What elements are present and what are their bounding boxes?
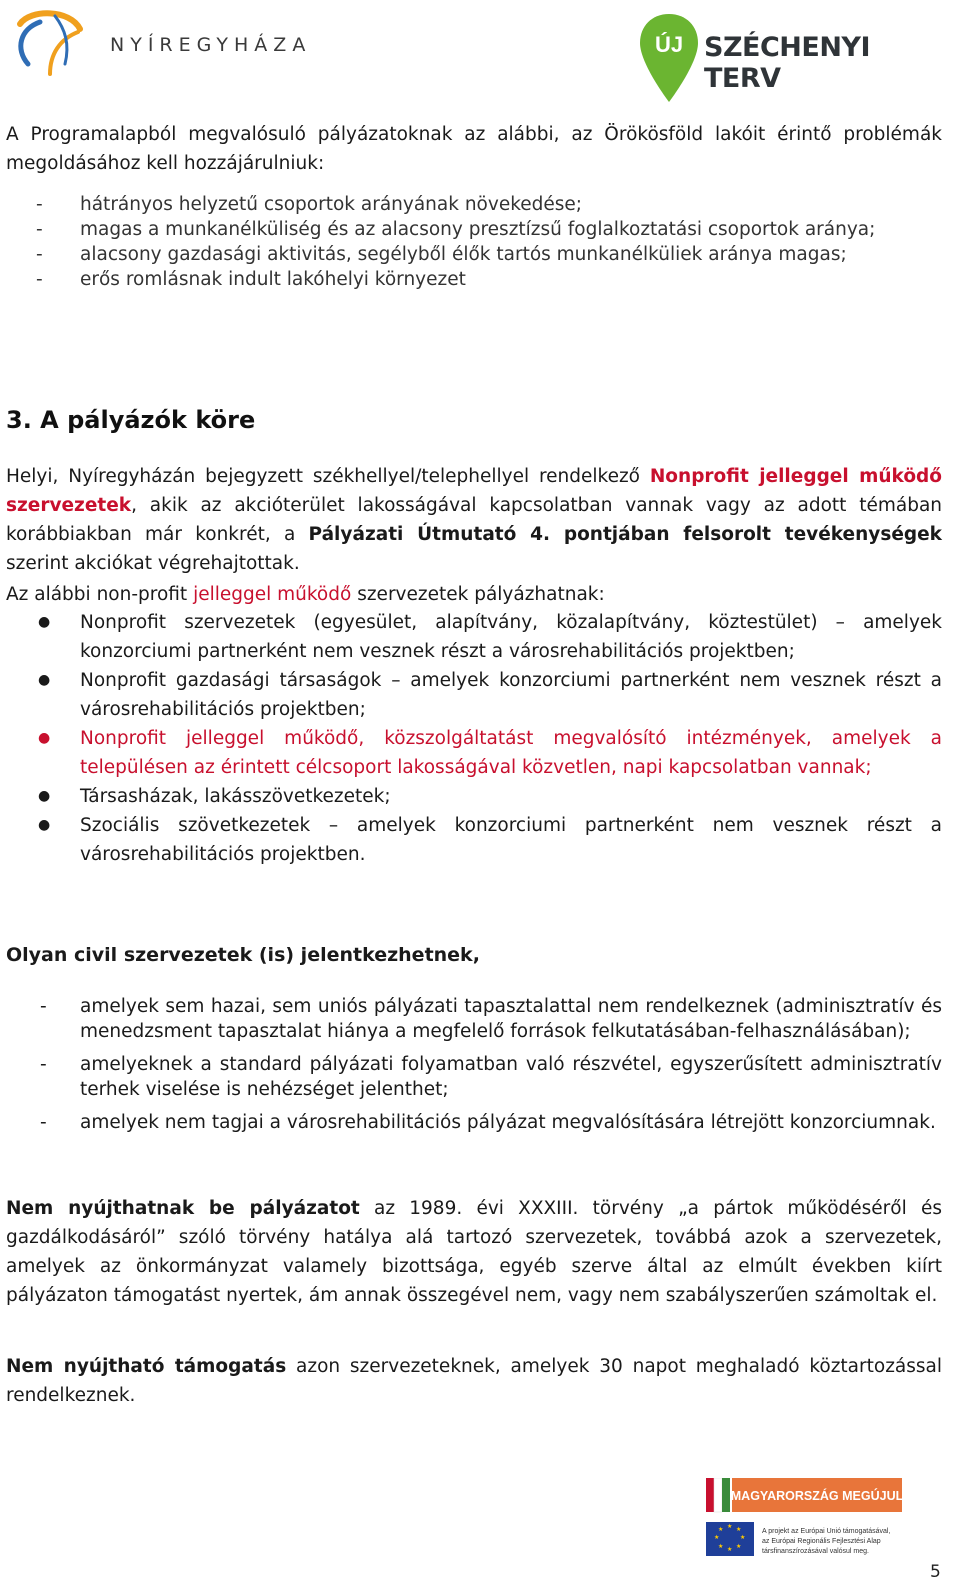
svg-text:A projekt az Európai Unió támo: A projekt az Európai Unió támogatásával,	[762, 1528, 891, 1535]
svg-text:★: ★	[718, 1543, 724, 1550]
section-heading: 3. A pályázók köre	[6, 406, 256, 434]
list-item: ● Társasházak, lakásszövetkezetek;	[38, 786, 391, 807]
list-item: ● Nonprofit szervezetek (egyesület, alapítvány, közalapítvány, köztestület) – amelyek konzorciumi partnerként nem vesznek részt a városrehabilitációs projektben;	[38, 612, 942, 662]
problems-list	[36, 192, 942, 292]
list-item: - magas a munkanélküliség és az alacsony presztízsű foglalkoztatási csoportok aránya;	[36, 219, 876, 240]
no-support-paragraph: Nem nyújtható támogatás azon szervezeteknek, amelyek 30 napot meghaladó köztartozással rendelkeznek.	[6, 1356, 942, 1406]
list-item: - hátrányos helyzetű csoportok arányának növekedése;	[36, 194, 583, 215]
svg-text:★: ★	[736, 1526, 742, 1533]
list-item: - alacsony gazdasági aktivitás, segélyből élők tartós munkanélküliek aránya magas;	[36, 244, 847, 265]
magyarorszag-megujul-badge	[706, 1478, 902, 1578]
svg-text:★: ★	[740, 1534, 746, 1541]
civil-heading: Olyan civil szervezetek (is) jelentkezhetnek,	[6, 944, 480, 966]
svg-text:az Európai Regionális Fejleszt: az Európai Regionális Fejlesztési Alap	[762, 1538, 881, 1545]
city-logo-text: NYÍREGYHÁZA	[110, 34, 312, 56]
exclusion-paragraph: Nem nyújthatnak be pályázatot az 1989. évi XXXIII. törvény „a pártok működéséről és gazdálkodásáról” szóló törvény hatálya alá tartozó szervezetek, továbbá azok a szervezetek, amelyek az önkormányzat valamely bizottsága, egyéb szerve által az elmúlt években kiírt pályázaton támogatást nyertek, ám annak összegével nem, vagy nem szabályszerűen számoltak el.	[6, 1198, 942, 1306]
badge-text: MAGYARORSZÁG MEGÚJUL	[730, 1489, 902, 1503]
list-item: ● Szociális szövetkezetek – amelyek konzorciumi partnerként nem vesznek részt a városrehabilitációs projektben.	[38, 815, 942, 865]
szechenyi-terv-logo	[638, 4, 938, 104]
list-item: - amelyek nem tagjai a városrehabilitációs pályázat megvalósítására létrejött konzorciumnak.	[40, 1112, 936, 1133]
svg-text:társfinanszírozásával valósul: társfinanszírozásával valósul meg.	[762, 1548, 869, 1555]
svg-text:★: ★	[736, 1543, 742, 1550]
svg-text:★: ★	[727, 1546, 733, 1553]
svg-text:★: ★	[714, 1534, 720, 1541]
list-item: - amelyeknek a standard pályázati folyamatban való részvétel, egyszerűsített adminisztratív terhek viselése is nehézséget jelenthet;	[40, 1054, 942, 1100]
map-pin-icon	[638, 12, 700, 104]
svg-text:★: ★	[718, 1526, 724, 1533]
list-item: - amelyek sem hazai, sem uniós pályázati tapasztalattal nem rendelkeznek (adminisztratív és menedzsment tapasztalat hiánya a megfelelő források felkutatásában-felhasználásában);	[40, 996, 942, 1042]
organizations-list	[38, 608, 942, 869]
page-number: 5	[930, 1562, 941, 1582]
city-emblem-icon	[10, 4, 106, 80]
applicants-paragraph: Helyi, Nyíregyházán bejegyzett székhellyel/telephellyel rendelkező Nonprofit jelleggel működő szervezetek, akik az akcióterület lakosságával kapcsolatban vannak vagy az adott témában korábbiakban már konkrét, a Pályázati Útmutató 4. pontjában felsorolt tevékenységek szerint akciókat végrehajtottak.	[6, 466, 942, 574]
intro-paragraph: A Programalapból megvalósuló pályázatoknak az alábbi, az Örökösföld lakóit érintő problémák megoldásához kell hozzájárulniuk:	[6, 124, 942, 174]
list-item: - erős romlásnak indult lakóhelyi környezet	[36, 269, 466, 290]
plan-logo-text: SZÉCHENYI TERV	[704, 32, 871, 94]
svg-text:★: ★	[727, 1523, 733, 1530]
list-item-highlighted: ● Nonprofit jelleggel működő, közszolgáltatást megvalósító intézmények, amelyek a településen az érintett célcsoport lakosságával közvetlen, napi kapcsolatban vannak;	[38, 728, 942, 778]
footer-logo	[706, 1478, 902, 1578]
list-item: ● Nonprofit gazdasági társaságok – amelyek konzorciumi partnerként nem vesznek részt a városrehabilitációs projektben;	[38, 670, 942, 720]
civil-list	[40, 994, 942, 1143]
allowed-intro: Az alábbi non-profit jelleggel működő szervezetek pályázhatnak:	[6, 584, 605, 605]
city-logo	[10, 4, 330, 84]
pin-label: ÚJ	[654, 32, 684, 57]
